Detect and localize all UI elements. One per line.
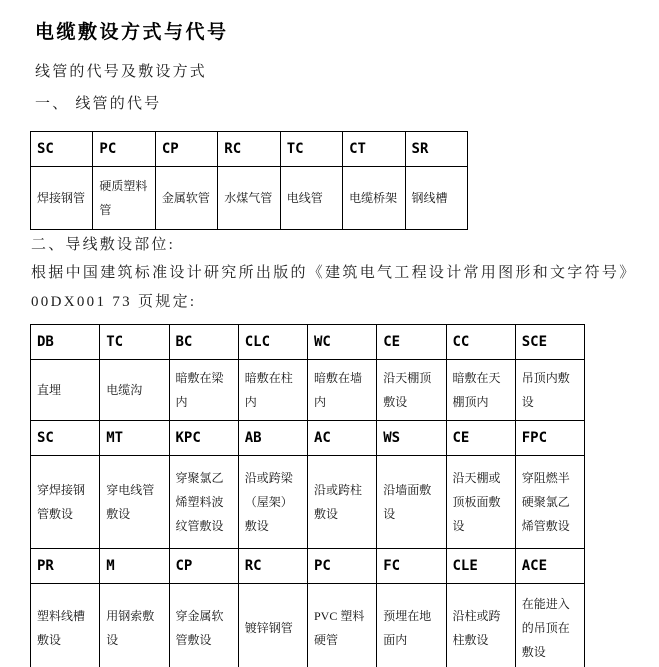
- meaning-row: [31, 167, 468, 230]
- laying-code-cell: BC: [169, 325, 238, 360]
- laying-meaning-cell: 暗敷在柱内: [238, 360, 307, 421]
- laying-meaning-cell: PVC 塑料硬管: [308, 584, 377, 667]
- laying-code-cell: AB: [238, 421, 307, 456]
- conduit-meaning-cell: 硬质塑料管: [93, 167, 155, 230]
- conduit-meaning-cell: 焊接钢管: [31, 167, 93, 230]
- section-heading-conduit-codes: 一、 线管的代号: [35, 96, 162, 112]
- meaning-row: [31, 360, 585, 421]
- document-title: 电缆敷设方式与代号: [35, 22, 229, 43]
- code-row: [31, 421, 585, 456]
- laying-meaning-cell: 沿或跨梁（屋架）敷设: [238, 456, 307, 549]
- laying-code-cell: FPC: [515, 421, 584, 456]
- reference-line-1: 根据中国建筑标准设计研究所出版的《建筑电气工程设计常用图形和文字符号》: [31, 265, 637, 281]
- conduit-meaning-cell: 钢线槽: [405, 167, 467, 230]
- laying-code-cell: KPC: [169, 421, 238, 456]
- laying-code-cell: CC: [446, 325, 515, 360]
- laying-code-cell: FC: [377, 549, 446, 584]
- laying-positions-table-body: [31, 325, 585, 667]
- laying-meaning-cell: 穿金属软管敷设: [169, 584, 238, 667]
- laying-meaning-cell: 镀锌钢管: [238, 584, 307, 667]
- code-row: [31, 132, 468, 167]
- laying-code-cell: WS: [377, 421, 446, 456]
- laying-meaning-cell: 沿天棚或顶板面敷设: [446, 456, 515, 549]
- laying-code-cell: WC: [308, 325, 377, 360]
- laying-meaning-cell: 暗敷在墙内: [308, 360, 377, 421]
- conduit-meaning-cell: 电线管: [280, 167, 342, 230]
- laying-code-cell: MT: [100, 421, 169, 456]
- laying-code-cell: SCE: [515, 325, 584, 360]
- laying-code-cell: SC: [31, 421, 100, 456]
- laying-meaning-cell: 穿电线管敷设: [100, 456, 169, 549]
- laying-code-cell: M: [100, 549, 169, 584]
- laying-code-cell: PR: [31, 549, 100, 584]
- conduit-meaning-cell: 金属软管: [155, 167, 217, 230]
- laying-meaning-cell: 穿焊接钢管敷设: [31, 456, 100, 549]
- laying-meaning-cell: 电缆沟: [100, 360, 169, 421]
- conduit-codes-table-body: [31, 132, 468, 230]
- meaning-row: [31, 584, 585, 667]
- document-subtitle: 线管的代号及敷设方式: [35, 64, 208, 80]
- conduit-code-cell: RC: [218, 132, 280, 167]
- laying-code-cell: AC: [308, 421, 377, 456]
- code-row: [31, 325, 585, 360]
- laying-meaning-cell: 预埋在地面内: [377, 584, 446, 667]
- laying-code-cell: CE: [446, 421, 515, 456]
- laying-meaning-cell: 塑料线槽敷设: [31, 584, 100, 667]
- laying-code-cell: TC: [100, 325, 169, 360]
- laying-meaning-cell: 穿阻燃半硬聚氯乙烯管敷设: [515, 456, 584, 549]
- laying-meaning-cell: 吊顶内敷设: [515, 360, 584, 421]
- laying-positions-table: [30, 324, 585, 667]
- meaning-row: [31, 456, 585, 549]
- laying-code-cell: CE: [377, 325, 446, 360]
- conduit-code-cell: SC: [31, 132, 93, 167]
- laying-meaning-cell: 用钢索敷设: [100, 584, 169, 667]
- conduit-code-cell: TC: [280, 132, 342, 167]
- conduit-code-cell: CT: [343, 132, 405, 167]
- reference-paragraph: [31, 259, 637, 317]
- section-heading-laying-positions: 二、导线敷设部位:: [31, 237, 175, 253]
- laying-meaning-cell: 暗敷在天棚顶内: [446, 360, 515, 421]
- laying-meaning-cell: 沿墙面敷设: [377, 456, 446, 549]
- conduit-codes-table: [30, 131, 468, 230]
- conduit-code-cell: PC: [93, 132, 155, 167]
- laying-meaning-cell: 穿聚氯乙烯塑料波纹管敷设: [169, 456, 238, 549]
- laying-meaning-cell: 沿柱或跨柱敷设: [446, 584, 515, 667]
- laying-meaning-cell: 沿天棚顶敷设: [377, 360, 446, 421]
- code-row: [31, 549, 585, 584]
- conduit-code-cell: CP: [155, 132, 217, 167]
- laying-code-cell: CLE: [446, 549, 515, 584]
- laying-code-cell: PC: [308, 549, 377, 584]
- laying-code-cell: DB: [31, 325, 100, 360]
- laying-code-cell: CP: [169, 549, 238, 584]
- laying-meaning-cell: 沿或跨柱敷设: [308, 456, 377, 549]
- conduit-code-cell: SR: [405, 132, 467, 167]
- laying-code-cell: CLC: [238, 325, 307, 360]
- laying-meaning-cell: 暗敷在梁内: [169, 360, 238, 421]
- conduit-meaning-cell: 电缆桥架: [343, 167, 405, 230]
- laying-meaning-cell: 在能进入的吊顶在敷设: [515, 584, 584, 667]
- conduit-meaning-cell: 水煤气管: [218, 167, 280, 230]
- reference-line-2: 00DX001 73 页规定:: [31, 294, 197, 310]
- laying-code-cell: ACE: [515, 549, 584, 584]
- laying-meaning-cell: 直埋: [31, 360, 100, 421]
- laying-code-cell: RC: [238, 549, 307, 584]
